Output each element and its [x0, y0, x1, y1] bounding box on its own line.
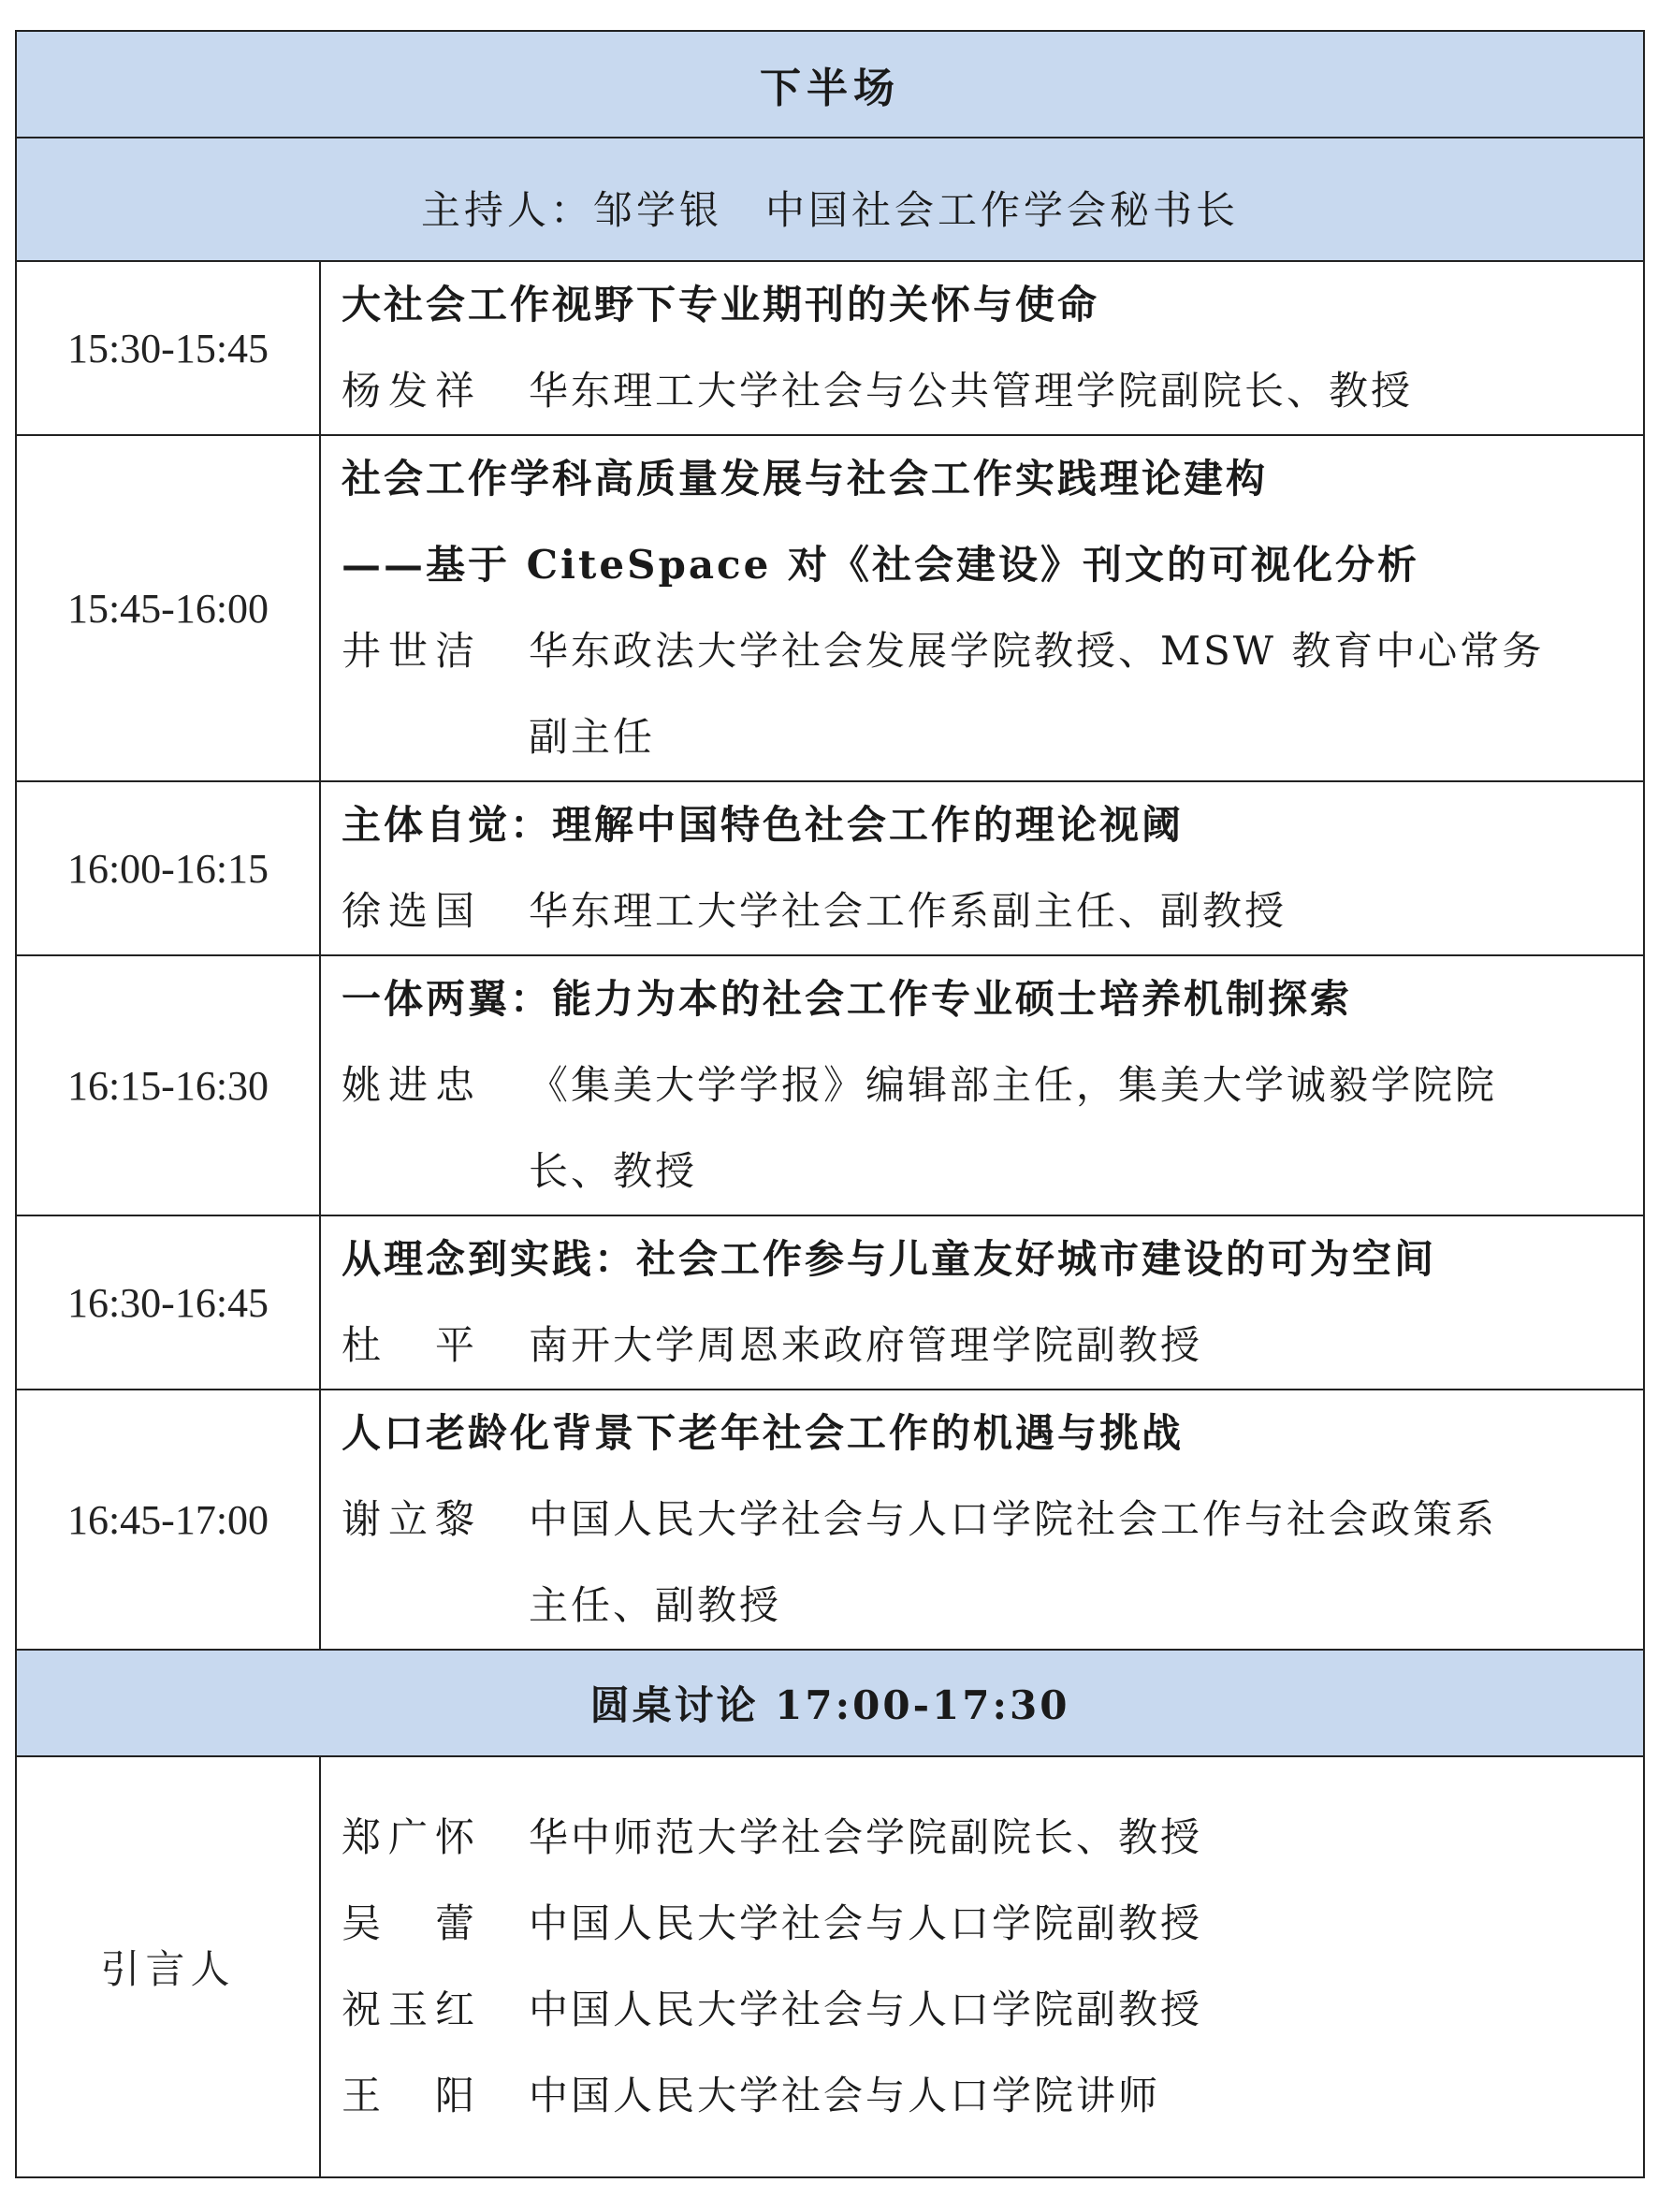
session-time: 16:15-16:30: [16, 955, 320, 1215]
speaker-name: 杜 平: [342, 1322, 483, 1368]
section-title: 下半场: [16, 31, 1644, 138]
session-title: 人口老龄化背景下老年社会工作的机遇与挑战: [342, 1410, 1185, 1456]
speaker-name: 谢立黎: [342, 1496, 483, 1542]
speaker-name: 王 阳: [342, 2073, 483, 2118]
speaker-affiliation: 中国人民大学社会与人口学院副教授: [529, 1900, 1203, 1946]
speaker-affiliation: 中国人民大学社会与人口学院讲师: [529, 2073, 1161, 2118]
speaker-name: 祝玉红: [342, 1986, 483, 2032]
speaker-line: [342, 1042, 1622, 1128]
session-title: 主体自觉：理解中国特色社会工作的理论视阈: [342, 802, 1185, 848]
speaker-name: 姚进忠: [342, 1062, 483, 1108]
host-line: 主持人：邹学银 中国社会工作学会秘书长: [16, 138, 1644, 261]
session-subtitle: ——基于 CiteSpace 对《社会建设》刊文的可视化分析: [342, 542, 1419, 588]
session-row: [16, 955, 1644, 1215]
roundtable-speaker: [342, 1881, 1622, 1967]
speaker-affiliation: 华东政法大学社会发展学院教授、MSW 教育中心常务: [529, 628, 1545, 674]
session-time: 16:30-16:45: [16, 1215, 320, 1390]
roundtable-title: 圆桌讨论 17:00-17:30: [16, 1650, 1644, 1756]
speaker-name: 郑广怀: [342, 1814, 483, 1860]
speaker-name: 井世洁: [342, 628, 483, 674]
section-header-row: [16, 31, 1644, 138]
session-body: [320, 1215, 1644, 1390]
roundtable-row: [16, 1756, 1644, 2177]
session-row: [16, 435, 1644, 781]
session-row: [16, 1390, 1644, 1650]
speaker-affiliation-continued: 副主任: [529, 714, 656, 760]
speaker-affiliation-continued: 主任、副教授: [529, 1582, 782, 1628]
speaker-name: 杨发祥: [342, 368, 483, 414]
speaker-name: 吴 蕾: [342, 1900, 483, 1946]
session-title: 从理念到实践：社会工作参与儿童友好城市建设的可为空间: [342, 1236, 1437, 1282]
session-body: [320, 781, 1644, 955]
session-title: 大社会工作视野下专业期刊的关怀与使命: [342, 282, 1100, 327]
speaker-line: [342, 868, 1622, 954]
roundtable-speaker: [342, 2053, 1622, 2139]
session-body: [320, 955, 1644, 1215]
roundtable-speaker: [342, 1795, 1622, 1881]
session-time: 16:45-17:00: [16, 1390, 320, 1650]
speaker-affiliation: 华东理工大学社会工作系副主任、副教授: [529, 888, 1287, 934]
speaker-affiliation: 《集美大学学报》编辑部主任，集美大学诚毅学院院: [529, 1062, 1498, 1108]
session-row: [16, 781, 1644, 955]
speaker-affiliation: 华中师范大学社会学院副院长、教授: [529, 1814, 1203, 1860]
agenda-table: [15, 30, 1645, 2178]
session-time: 15:45-16:00: [16, 435, 320, 781]
speaker-line: [342, 348, 1622, 434]
session-time: 16:00-16:15: [16, 781, 320, 955]
roundtable-body: [320, 1756, 1644, 2177]
roundtable-header-row: [16, 1650, 1644, 1756]
speaker-affiliation: 南开大学周恩来政府管理学院副教授: [529, 1322, 1203, 1368]
speaker-affiliation: 中国人民大学社会与人口学院社会工作与社会政策系: [529, 1496, 1498, 1542]
speaker-affiliation-continued: 长、教授: [529, 1148, 698, 1194]
session-title: 一体两翼：能力为本的社会工作专业硕士培养机制探索: [342, 976, 1353, 1022]
session-body: [320, 435, 1644, 781]
speaker-line: [342, 1302, 1622, 1389]
session-body: [320, 1390, 1644, 1650]
speaker-affiliation: 华东理工大学社会与公共管理学院副院长、教授: [529, 368, 1414, 414]
session-row: [16, 1215, 1644, 1390]
speaker-line: [342, 608, 1622, 694]
host-row: [16, 138, 1644, 261]
speaker-line: [342, 1477, 1622, 1563]
session-body: [320, 261, 1644, 435]
session-title: 社会工作学科高质量发展与社会工作实践理论建构: [342, 456, 1269, 502]
speaker-affiliation: 中国人民大学社会与人口学院副教授: [529, 1986, 1203, 2032]
session-row: [16, 261, 1644, 435]
session-time: 15:30-15:45: [16, 261, 320, 435]
roundtable-label: 引言人: [16, 1756, 320, 2177]
speaker-name: 徐选国: [342, 888, 483, 934]
roundtable-speaker: [342, 1967, 1622, 2053]
